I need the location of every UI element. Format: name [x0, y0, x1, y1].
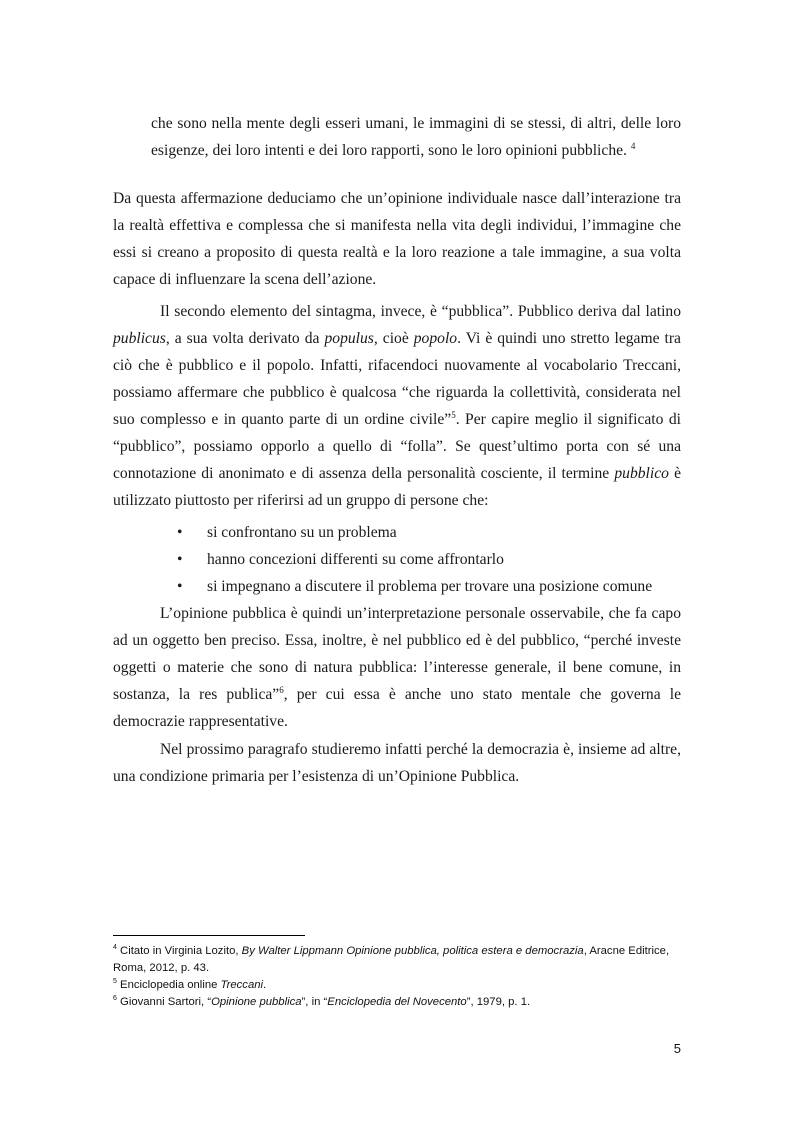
footnote-text: Giovanni Sartori, “: [120, 996, 212, 1008]
footnote-text: , Aracne Editrice, Roma, 2012, p. 43.: [113, 945, 670, 974]
paragraph-1: [113, 185, 681, 293]
footnote-text: Enciclopedia online: [120, 979, 221, 991]
paragraph-2-part-2: , a sua volta derivato da: [165, 330, 325, 347]
bullet-icon: •: [177, 524, 183, 541]
page-number: 5: [673, 1041, 681, 1056]
list-item: [113, 573, 681, 600]
paragraph-3-part-2: , per cui essa è anche uno stato mentale che governa le democrazie rappresentative.: [113, 686, 681, 730]
quote-text: che sono nella mente degli esseri umani, le immagini di se stessi, di altri, delle loro esigenze, dei loro intenti e dei loro rapporti, sono le loro opinioni pubbliche.: [151, 115, 681, 159]
term-popolo: popolo: [413, 330, 458, 347]
paragraph-2-part-4: . Vi è quindi uno stretto legame tra ciò che è pubblico e il popolo. Infatti, rifacendoci nuovamente al vocabolario Treccani, possiamo affermare che pubblico è qualcosa “che riguarda la collettività, considerata nel suo complesso e in quanto parte di un ordine civile”: [113, 330, 681, 428]
footnote-title: Opinione pubblica: [211, 996, 302, 1008]
paragraph-2-part-6: è utilizzato piuttosto per riferirsi ad un gruppo di persone che:: [113, 465, 681, 509]
footnote-ref-4[interactable]: 4: [630, 140, 636, 151]
list-item-text: hanno concezioni differenti su come affrontarlo: [207, 551, 504, 568]
footnote-number: 5: [113, 978, 117, 986]
list-item-text: si confrontano su un problema: [207, 524, 397, 541]
footnote-5: [113, 977, 681, 994]
paragraph-2: [113, 298, 681, 514]
bullet-icon: •: [177, 551, 183, 568]
bullet-list: [113, 519, 681, 600]
list-item-text: si impegnano a discutere il problema per trovare una posizione comune: [207, 578, 653, 595]
footnote-6: [113, 994, 681, 1011]
paragraph-3-part-1: L’opinione pubblica è quindi un’interpretazione personale osservabile, che fa capo ad un oggetto ben preciso. Essa, inoltre, è nel pubblico ed è del pubblico, “perché investe oggetti o materie che sono di natura pubblica: l’interesse generale, il bene comune, in sostanza, la res publica”: [113, 605, 681, 703]
paragraph-1-text: Da questa affermazione deduciamo che un’opinione individuale nasce dall’interazione tra la realtà effettiva e complessa che si manifesta nella vita degli individui, l’immagine che essi si creano a proposito di questa realtà e la loro reazione a tale immagine, a sua volta capace di influenzare la scena dell’azione.: [113, 190, 681, 288]
footnote-text: ”, 1979, p. 1.: [466, 996, 531, 1008]
footnote-title: Treccani: [220, 979, 264, 991]
footnote-ref-5[interactable]: 5: [451, 409, 456, 420]
footnote-number: 4: [113, 944, 117, 952]
paragraph-4-text: Nel prossimo paragrafo studieremo infatti perché la democrazia è, insieme ad altre, una condizione primaria per l’esistenza di un’Opinione Pubblica.: [113, 741, 681, 785]
paragraph-3: [113, 600, 681, 735]
term-populus: populus,: [324, 330, 378, 347]
paragraph-2-part-1: Il secondo elemento del sintagma, invece, è “pubblica”. Pubblico deriva dal latino: [160, 303, 681, 320]
list-item: [113, 546, 681, 573]
footnote-text: .: [263, 979, 267, 991]
footnote-text: ”, in “: [301, 996, 328, 1008]
term-pubblico: pubblico: [614, 465, 669, 482]
footnote-divider: [113, 935, 305, 936]
footnotes: [113, 943, 681, 1011]
footnote-ref-6[interactable]: 6: [279, 684, 284, 695]
footnote-title: Enciclopedia del Novecento: [327, 996, 467, 1008]
footnote-text: Citato in Virginia Lozito,: [120, 945, 242, 957]
block-quote: [151, 110, 681, 164]
bullet-icon: •: [177, 578, 183, 595]
footnote-4: [113, 943, 681, 977]
term-publicus: publicus: [113, 330, 166, 347]
footnote-number: 6: [113, 995, 117, 1003]
paragraph-2-part-3: cioè: [377, 330, 414, 347]
list-item: [113, 519, 681, 546]
paragraph-4: [113, 736, 681, 790]
footnote-title: By Walter Lippmann Opinione pubblica, politica estera e democrazia: [241, 945, 584, 957]
paragraph-2-part-5: . Per capire meglio il significato di “pubblico”, possiamo opporlo a quello di “folla”. Se quest’ultimo porta con sé una connotazione di anonimato e di assenza della personalità cosciente, il termine: [113, 411, 681, 482]
